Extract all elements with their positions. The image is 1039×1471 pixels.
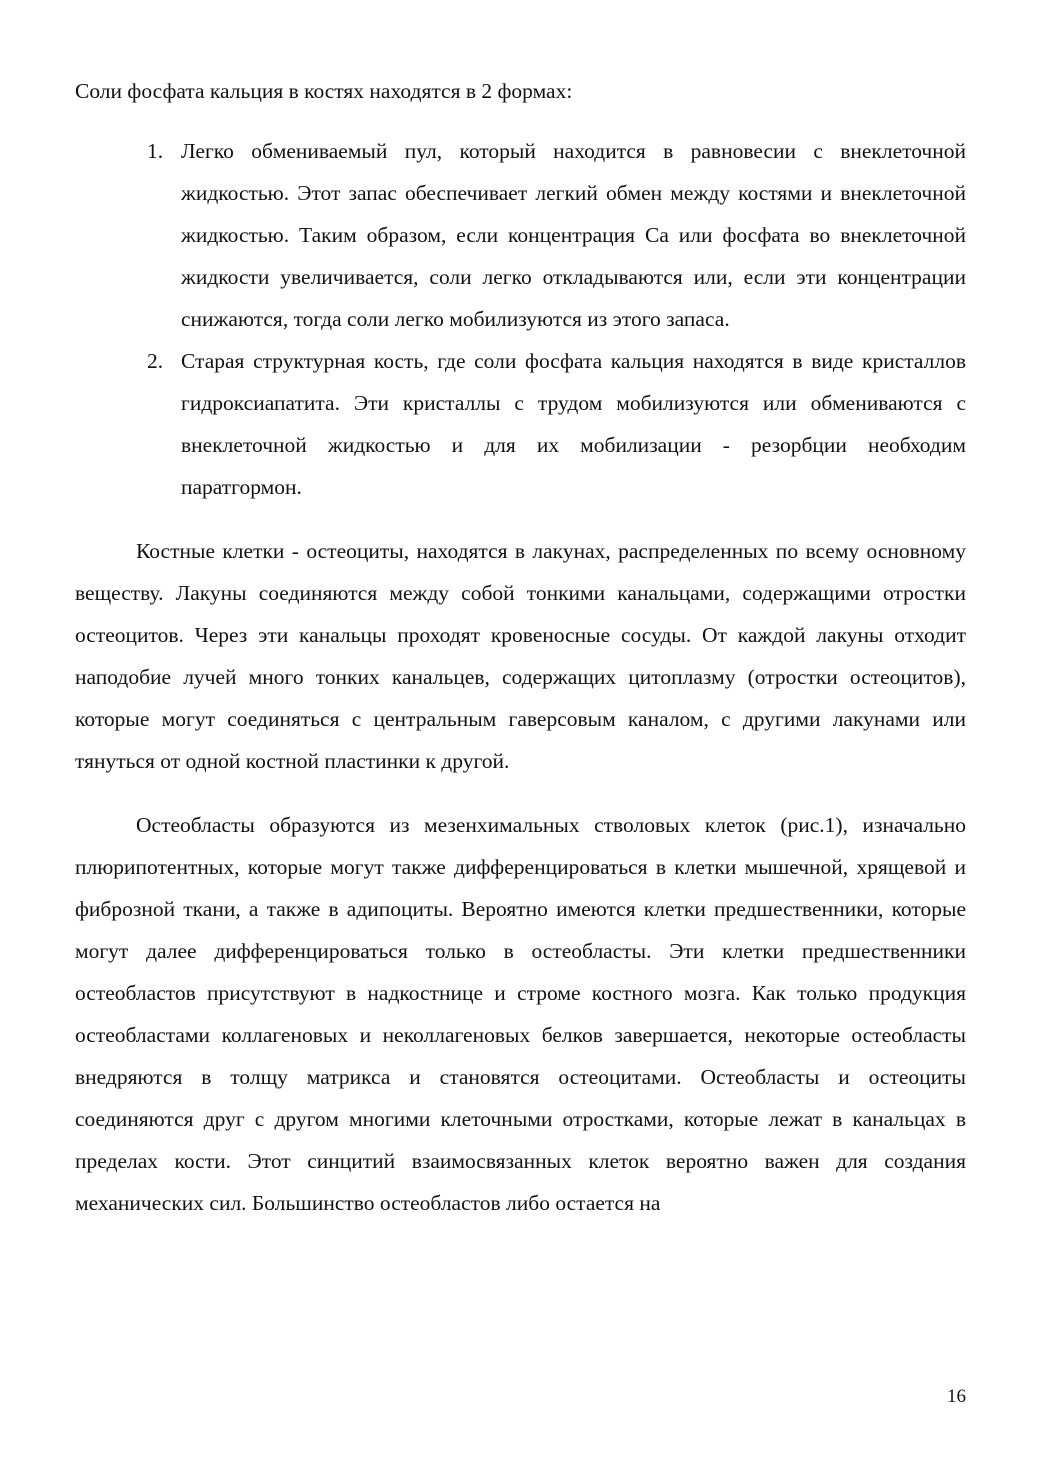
list-item-text: Старая структурная кость, где соли фосфата кальция находятся в виде кристаллов гидроксиапатита. Эти кристаллы с трудом мобилизуются или обмениваются с внеклеточной жидкостью и для их мобилизации - резорбции необходим паратгормон. xyxy=(181,349,966,499)
list-item-number: 2. xyxy=(147,349,164,373)
paragraph-osteocytes: Костные клетки - остеоциты, находятся в лакунах, распределенных по всему основному веществу. Лакуны соединяются между собой тонкими канальцами, содержащими отростки остеоцитов. Через эти канальцы проходят кровеносные сосуды. От каждой лакуны отходит наподобие лучей много тонких канальцев, содержащих цитоплазму (отростки остеоцитов), которые могут соединяться с центральным гаверсовым каналом, с другими лакунами или тянуться от одной костной пластинки к другой. xyxy=(75,539,966,773)
list-item xyxy=(75,130,966,340)
page-number: 16 xyxy=(947,1386,966,1407)
paragraph-osteoblasts: Остеобласты образуются из мезенхимальных стволовых клеток (рис.1), изначально плюрипотентных, которые могут также дифференцироваться в клетки мышечной, хрящевой и фиброзной ткани, а также в адипоциты. Вероятно имеются клетки предшественники, которые могут далее дифференцироваться только в остеобласты. Эти клетки предшественники остеобластов присутствуют в надкостнице и строме костного мозга. Как только продукция остеобластами коллагеновых и неколлагеновых белков завершается, некоторые остеобласты внедряются в толщу матрикса и становятся остеоцитами. Остеобласты и остеоциты соединяются друг с другом многими клеточными отростками, которые лежат в канальцах в пределах кости. Этот синцитий взаимосвязанных клеток вероятно важен для создания механических сил. Большинство остеобластов либо остается на xyxy=(75,813,966,1215)
list-item-text: Легко обмениваемый пул, который находится в равновесии с внеклеточной жидкостью. Этот запас обеспечивает легкий обмен между костями и внеклеточной жидкостью. Таким образом, если концентрация Са или фосфата во внеклеточной жидкости увеличивается, соли легко откладываются или, если эти концентрации снижаются, тогда соли легко мобилизуются из этого запаса. xyxy=(181,139,966,331)
intro-text: Соли фосфата кальция в костях находятся в 2 формах: xyxy=(75,79,573,103)
list-item xyxy=(75,340,966,508)
list-item-number: 1. xyxy=(147,139,164,163)
page-content xyxy=(75,70,966,1224)
numbered-list xyxy=(75,130,966,508)
